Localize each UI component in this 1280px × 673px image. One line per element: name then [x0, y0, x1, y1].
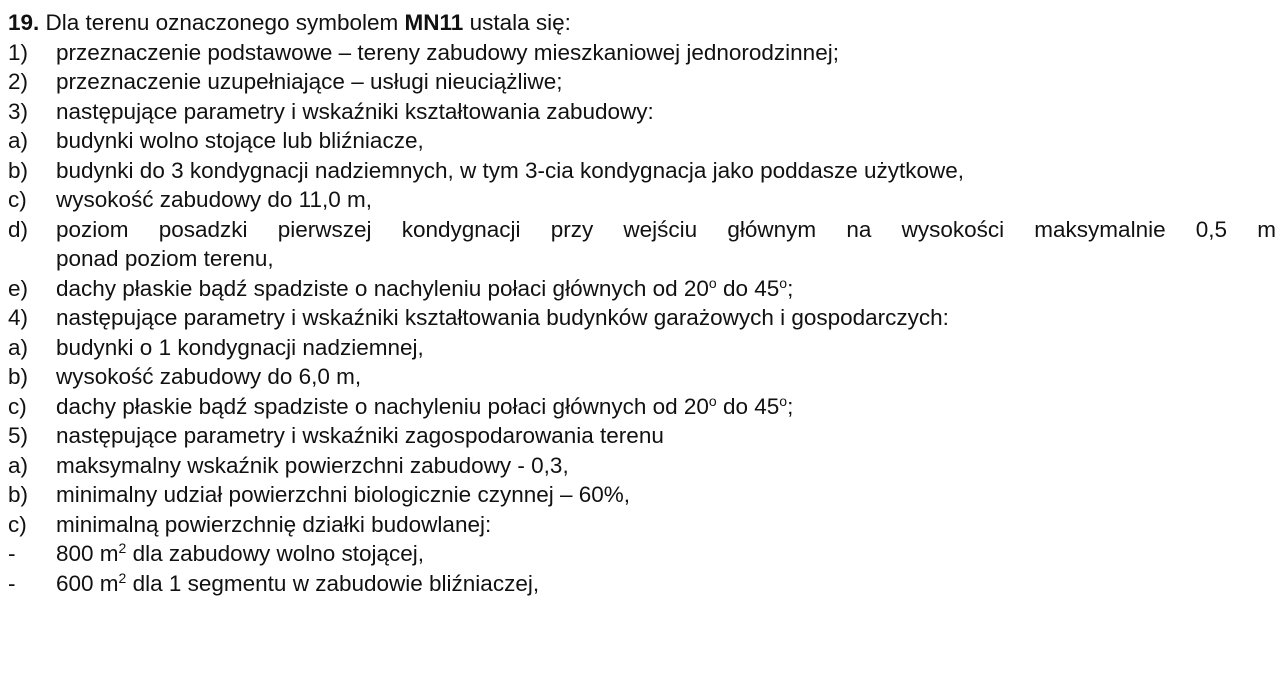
item-text: następujące parametry i wskaźniki kształtowania zabudowy:	[56, 98, 654, 124]
superscript: 2	[118, 569, 127, 586]
item-marker: 1)	[8, 39, 29, 65]
list-item	[8, 451, 1276, 481]
item-marker: c)	[8, 393, 27, 419]
item-text: wysokość zabudowy do 6,0 m,	[56, 364, 362, 389]
list-item	[8, 215, 1276, 245]
heading-text-before: Dla terenu oznaczonego symbolem	[45, 10, 399, 35]
item-marker: c)	[8, 187, 27, 212]
item-text: budynki wolno stojące lub bliźniacze,	[56, 128, 424, 153]
item-text: minimalną powierzchnię działki budowlanej:	[56, 511, 492, 537]
list-item	[8, 67, 1276, 97]
item-text: ;	[787, 393, 794, 419]
item-marker: 5)	[8, 423, 29, 448]
item-marker: -	[8, 570, 16, 596]
list-item	[8, 539, 1276, 569]
list-item	[8, 392, 1276, 422]
item-text: do 45	[716, 393, 780, 419]
list-item	[8, 126, 1276, 156]
item-text: minimalny udział powierzchni biologicznie czynnej – 60%,	[56, 482, 631, 507]
degree-sign: o	[779, 274, 788, 291]
document-page	[8, 8, 1276, 598]
list-item	[8, 303, 1276, 333]
list-item	[8, 274, 1276, 304]
item-text: następujące parametry i wskaźniki kształtowania budynków garażowych i gospodarczych:	[56, 305, 949, 330]
item-marker: a)	[8, 452, 29, 478]
item-text: wysokość zabudowy do 11,0 m,	[56, 187, 372, 212]
section-heading	[8, 8, 1276, 38]
item-text: do 45	[716, 275, 780, 301]
item-text: przeznaczenie podstawowe – tereny zabudowy mieszkaniowej jednorodzinnej;	[56, 39, 839, 65]
list-item	[8, 333, 1276, 363]
item-marker: 3)	[8, 98, 29, 124]
item-text: poziom posadzki pierwszej kondygnacji przy wejściu głównym na wysokości maksymalnie 0,5 m	[56, 216, 1276, 242]
item-text: następujące parametry i wskaźniki zagospodarowania terenu	[56, 423, 664, 448]
zone-symbol: MN11	[404, 10, 464, 35]
superscript: 2	[118, 540, 127, 556]
degree-sign: o	[779, 392, 788, 409]
list-item	[8, 480, 1276, 510]
list-item	[8, 421, 1276, 451]
item-marker: 2)	[8, 69, 29, 94]
item-marker: d)	[8, 216, 29, 242]
list-item	[8, 156, 1276, 186]
item-text: dla 1 segmentu w zabudowie bliźniaczej,	[126, 570, 540, 596]
degree-sign: o	[708, 392, 717, 409]
item-continuation: ponad poziom terenu,	[56, 246, 274, 271]
item-text: ;	[787, 275, 794, 301]
item-text: 600 m	[56, 570, 119, 596]
item-text: budynki do 3 kondygnacji nadziemnych, w tym 3-cia kondygnacja jako poddasze użytkowe,	[56, 157, 965, 183]
item-marker: c)	[8, 511, 27, 537]
item-marker: b)	[8, 482, 29, 507]
item-text: dla zabudowy wolno stojącej,	[126, 541, 425, 566]
item-text: przeznaczenie uzupełniające – usługi nieuciążliwe;	[56, 69, 563, 94]
item-text: maksymalny wskaźnik powierzchni zabudowy - 0,3,	[56, 452, 569, 478]
item-text: dachy płaskie bądź spadziste o nachyleniu połaci głównych od 20	[56, 275, 709, 301]
item-text: 800 m	[56, 541, 119, 566]
section-number: 19.	[8, 10, 40, 35]
list-item	[8, 38, 1276, 68]
item-text: budynki o 1 kondygnacji nadziemnej,	[56, 334, 424, 360]
item-marker: b)	[8, 364, 29, 389]
item-text: dachy płaskie bądź spadziste o nachyleniu połaci głównych od 20	[56, 393, 709, 419]
item-marker: -	[8, 541, 16, 566]
list-item	[8, 185, 1276, 215]
list-item	[8, 97, 1276, 127]
item-marker: 4)	[8, 305, 29, 330]
list-item	[8, 362, 1276, 392]
item-marker: a)	[8, 128, 29, 153]
item-marker: e)	[8, 275, 29, 301]
degree-sign: o	[708, 274, 717, 291]
item-marker: b)	[8, 157, 29, 183]
list-item	[8, 569, 1276, 599]
heading-text-after: ustala się:	[469, 10, 571, 35]
list-item	[8, 510, 1276, 540]
item-marker: a)	[8, 334, 29, 360]
